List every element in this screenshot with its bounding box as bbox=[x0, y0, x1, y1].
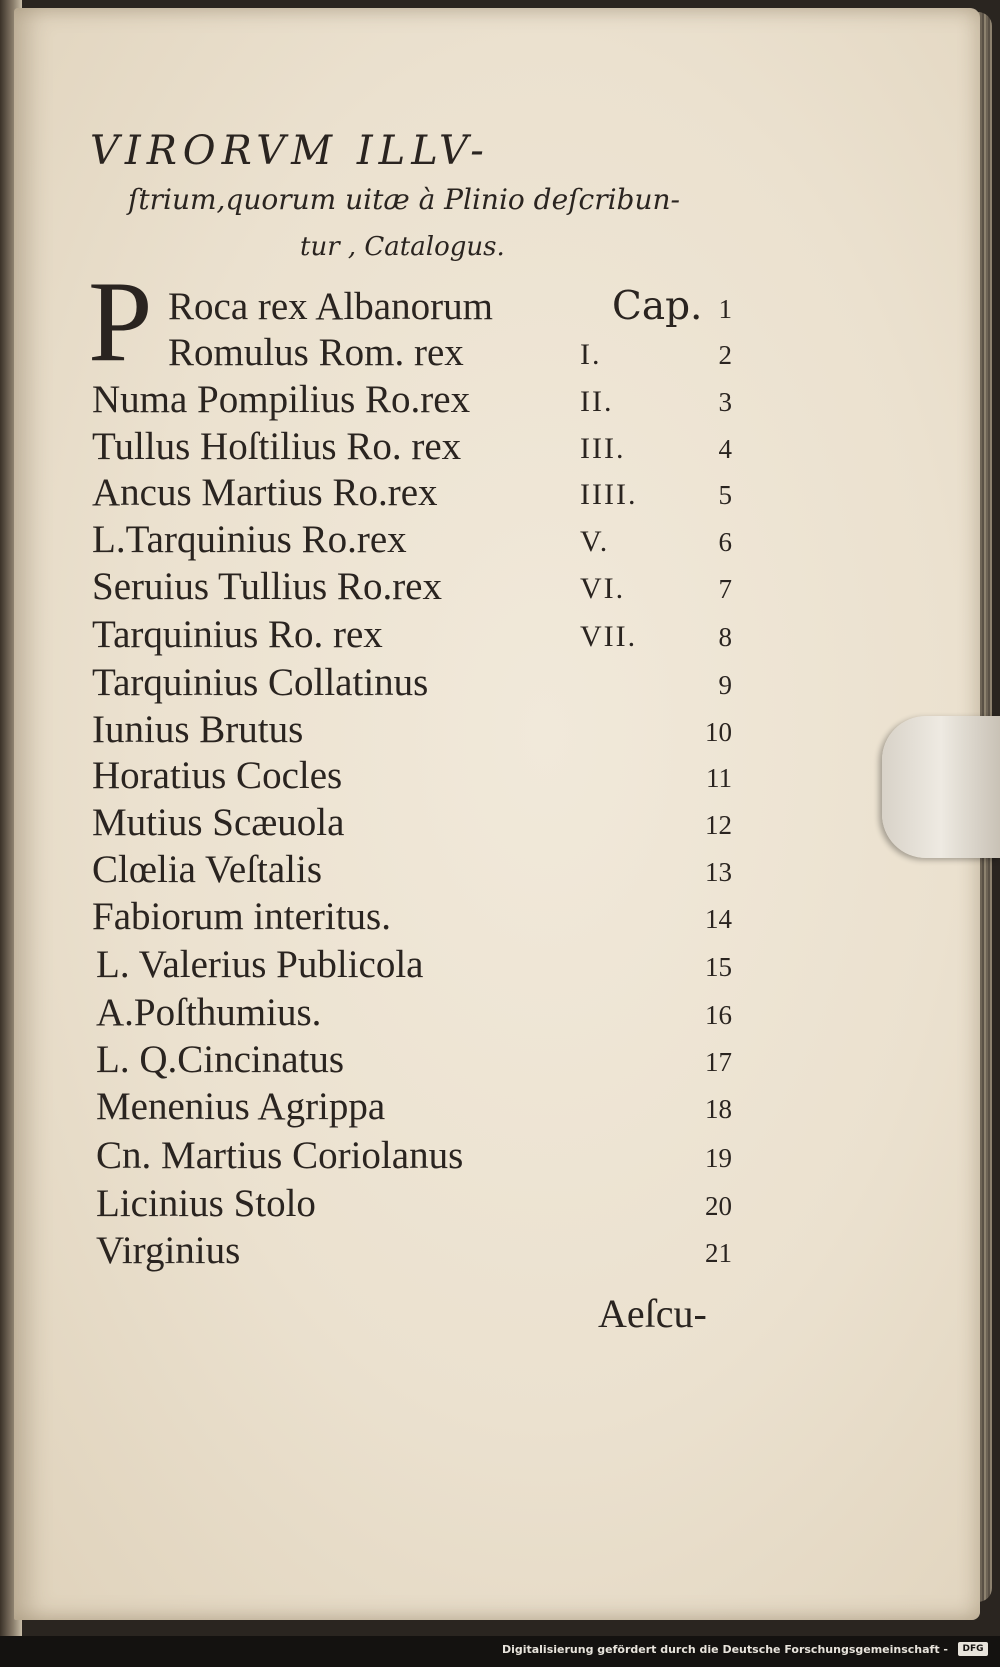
catchword: Aeſcu- bbox=[598, 1291, 707, 1336]
entry-row bbox=[0, 424, 1000, 470]
entry-name: Mutius Scæuola bbox=[92, 801, 345, 844]
entry-name: Virginius bbox=[96, 1229, 241, 1272]
entry-row bbox=[0, 707, 1000, 753]
entry-name: Seruius Tullius Ro.rex bbox=[92, 565, 442, 608]
entry-book-number: I. bbox=[580, 338, 602, 371]
entry-row bbox=[0, 800, 1000, 846]
entry-book-number: IIII. bbox=[580, 478, 638, 511]
catalog-subtitle-line2: tur , Catalogus. bbox=[300, 232, 505, 262]
entry-chapter-number: 13 bbox=[705, 857, 732, 887]
entry-chapter-number: 12 bbox=[705, 810, 732, 840]
entry-row bbox=[0, 894, 1000, 940]
entry-name: Romulus Rom. rex bbox=[168, 331, 464, 374]
entry-row bbox=[0, 470, 1000, 516]
entry-chapter-number: 14 bbox=[705, 904, 732, 934]
entry-row bbox=[0, 564, 1000, 610]
entry-chapter-number: 5 bbox=[718, 480, 732, 510]
entry-row bbox=[0, 1133, 1000, 1179]
entry-row bbox=[0, 1084, 1000, 1130]
entry-chapter-number: 2 bbox=[718, 340, 732, 370]
entry-row bbox=[0, 612, 1000, 658]
entry-chapter-number: 16 bbox=[705, 1000, 732, 1030]
entry-chapter-number: 15 bbox=[705, 952, 732, 982]
entry-name: Tarquinius Ro. rex bbox=[92, 613, 383, 656]
entry-name: Roca rex Albanorum bbox=[168, 285, 493, 328]
entry-row bbox=[0, 942, 1000, 988]
entry-chapter-number: 7 bbox=[718, 574, 732, 604]
entry-book-number: VII. bbox=[580, 620, 638, 653]
entry-row bbox=[0, 753, 1000, 799]
entry-chapter-number: 1 bbox=[718, 294, 732, 324]
catalog-title: VIRORVM ILLV- bbox=[90, 128, 490, 174]
entry-row bbox=[0, 1181, 1000, 1227]
entry-name: Numa Pompilius Ro.rex bbox=[92, 378, 471, 421]
entry-chapter-number: 10 bbox=[705, 717, 732, 747]
entry-row bbox=[0, 284, 1000, 330]
entry-chapter-number: 18 bbox=[705, 1094, 732, 1124]
cap-label: Cap. bbox=[612, 284, 703, 329]
entry-name: Cn. Martius Coriolanus bbox=[96, 1134, 464, 1177]
entry-chapter-number: 6 bbox=[718, 527, 732, 557]
entry-book-number: III. bbox=[580, 432, 626, 465]
entry-chapter-number: 4 bbox=[718, 434, 732, 464]
entry-row bbox=[0, 660, 1000, 706]
entry-chapter-number: 8 bbox=[718, 622, 732, 652]
entry-chapter-number: 9 bbox=[718, 670, 732, 700]
entry-name: Iunius Brutus bbox=[92, 708, 304, 751]
entry-name: L. Valerius Publicola bbox=[96, 943, 424, 986]
entry-row bbox=[0, 847, 1000, 893]
entry-chapter-number: 3 bbox=[718, 387, 732, 417]
entry-book-number: VI. bbox=[580, 572, 626, 605]
entry-name: Clœlia Veſtalis bbox=[92, 848, 323, 891]
entry-book-number: II. bbox=[580, 385, 614, 418]
entry-name: Tarquinius Collatinus bbox=[92, 661, 429, 704]
footer-credit: Digitalisierung gefördert durch die Deutsche Forschungsgemeinschaft - bbox=[501, 1643, 948, 1656]
drop-capital: P bbox=[88, 258, 153, 386]
entry-name: Ancus Martius Ro.rex bbox=[92, 471, 438, 514]
dfg-logo: DFG bbox=[958, 1642, 988, 1656]
entry-chapter-number: 17 bbox=[705, 1047, 732, 1077]
entry-name: A.Poſthumius. bbox=[96, 991, 322, 1034]
entry-row bbox=[0, 517, 1000, 563]
entry-row bbox=[0, 990, 1000, 1036]
entry-chapter-number: 19 bbox=[705, 1143, 732, 1173]
entry-chapter-number: 21 bbox=[705, 1238, 732, 1268]
entry-name: L.Tarquinius Ro.rex bbox=[92, 518, 407, 561]
entry-name: Horatius Cocles bbox=[92, 754, 343, 797]
catalog-subtitle-line1: ſtrium,quorum uitæ à Plinio deſcribun- bbox=[128, 183, 681, 216]
entry-name: Menenius Agrippa bbox=[96, 1085, 386, 1128]
entry-name: Licinius Stolo bbox=[96, 1182, 316, 1225]
entry-row bbox=[0, 1228, 1000, 1274]
entry-name: Tullus Hoſtilius Ro. rex bbox=[92, 425, 462, 468]
entry-name: Fabiorum interitus. bbox=[92, 895, 391, 938]
entry-row bbox=[0, 330, 1000, 376]
entry-chapter-number: 11 bbox=[706, 763, 732, 793]
entry-row bbox=[0, 377, 1000, 423]
entry-chapter-number: 20 bbox=[705, 1191, 732, 1221]
entry-book-number: V. bbox=[580, 525, 610, 558]
entry-name: L. Q.Cincinatus bbox=[96, 1038, 345, 1081]
entry-row bbox=[0, 1037, 1000, 1083]
